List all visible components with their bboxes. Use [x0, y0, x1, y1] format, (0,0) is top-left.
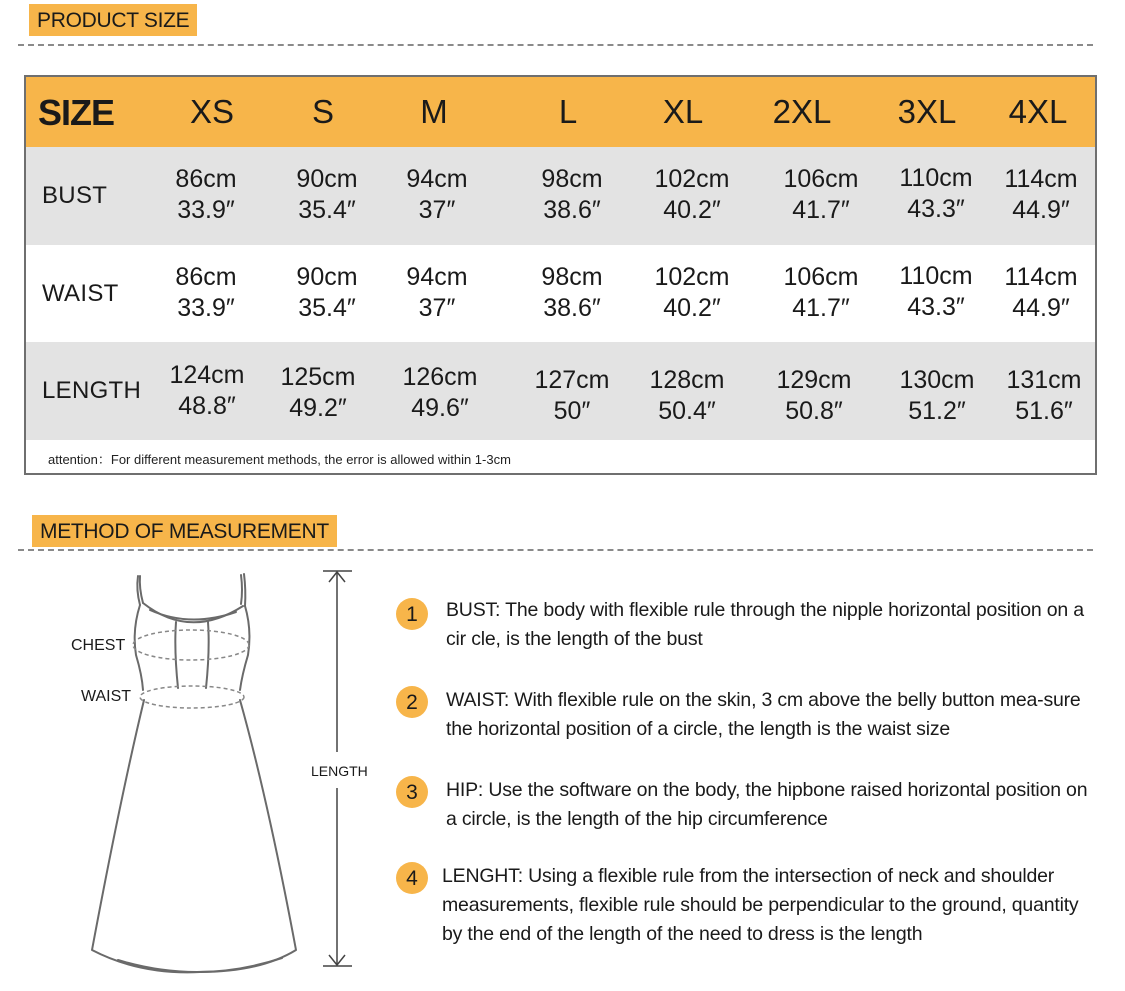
size-header-l: L	[558, 93, 578, 130]
table-cell: 114cm 44.9″	[1004, 263, 1078, 322]
table-cell: 98cm 38.6″	[541, 165, 603, 224]
table-cell: 102cm 40.2″	[654, 263, 730, 322]
size-header-3xl: 3XL	[897, 93, 957, 130]
size-header-m: M	[420, 93, 448, 130]
attention-note: attention：For different measurement methods, the error is allowed within 1-3cm	[48, 452, 511, 467]
table-cell: 86cm 33.9″	[175, 165, 237, 224]
length-label: LENGTH	[311, 763, 368, 779]
chest-label: CHEST	[71, 637, 126, 654]
method-title: METHOD OF MEASUREMENT	[32, 515, 337, 547]
step-number-badge: 2	[396, 686, 428, 718]
step-text: HIP: Use the software on the body, the hipbone raised horizontal position on a circle, is the length of the hip circumference	[446, 779, 1088, 830]
step-text: LENGHT: Using a flexible rule from the intersection of neck and shoulder measurements, flexible rule should be perpendicular to the ground, quantity by the end of the length of the need to dress is the length	[442, 865, 1079, 945]
table-cell: 110cm 43.3″	[899, 164, 973, 223]
table-row-waist	[26, 245, 1095, 343]
row-label-bust: BUST	[42, 182, 108, 209]
section-divider	[18, 549, 1093, 551]
section-divider	[18, 44, 1093, 46]
table-cell: 106cm 41.7″	[783, 263, 859, 322]
size-header-s: S	[311, 93, 334, 130]
size-header-2xl: 2XL	[772, 93, 832, 130]
size-header-label: SIZE	[38, 92, 115, 133]
waist-label: WAIST	[81, 688, 132, 705]
table-cell: 127cm 50″	[534, 366, 610, 425]
table-cell: 90cm 35.4″	[296, 165, 358, 224]
table-cell: 128cm 50.4″	[649, 366, 725, 425]
table-cell: 124cm 48.8″	[169, 361, 245, 420]
table-cell: 106cm 41.7″	[783, 165, 859, 224]
size-chart-table	[24, 75, 1097, 475]
table-cell: 86cm 33.9″	[175, 263, 237, 322]
table-cell: 129cm 50.8″	[776, 366, 852, 425]
step-number-badge: 4	[396, 862, 428, 894]
step-number-badge: 1	[396, 598, 428, 630]
table-cell: 90cm 35.4″	[296, 263, 358, 322]
table-cell: 125cm 49.2″	[280, 363, 356, 422]
size-header-xl: XL	[662, 93, 704, 130]
table-cell: 102cm 40.2″	[654, 165, 730, 224]
table-cell: 114cm 44.9″	[1004, 165, 1078, 224]
table-row-length	[26, 342, 1095, 440]
table-cell: 130cm 51.2″	[899, 366, 975, 425]
size-header-4xl: 4XL	[1008, 93, 1068, 130]
size-table-header	[26, 77, 1095, 147]
size-header-xs: XS	[189, 93, 235, 130]
table-cell: 98cm 38.6″	[541, 263, 603, 322]
table-cell: 131cm 51.6″	[1006, 366, 1082, 425]
row-label-waist: WAIST	[42, 280, 119, 307]
row-label-length: LENGTH	[42, 377, 142, 404]
table-cell: 126cm 49.6″	[402, 363, 478, 422]
step-text: BUST: The body with flexible rule through the nipple horizontal position on a cir cle, is the length of the bust	[446, 599, 1084, 650]
table-row-bust	[26, 147, 1095, 245]
table-cell: 94cm 37″	[406, 165, 468, 224]
table-cell: 94cm 37″	[406, 263, 468, 322]
table-cell: 110cm 43.3″	[899, 262, 973, 321]
step-text: WAIST: With flexible rule on the skin, 3 cm above the belly button mea-sure the horizontal position of a circle, the length is the waist size	[446, 689, 1081, 740]
step-number-badge: 3	[396, 776, 428, 808]
product-size-title: PRODUCT SIZE	[29, 4, 197, 36]
